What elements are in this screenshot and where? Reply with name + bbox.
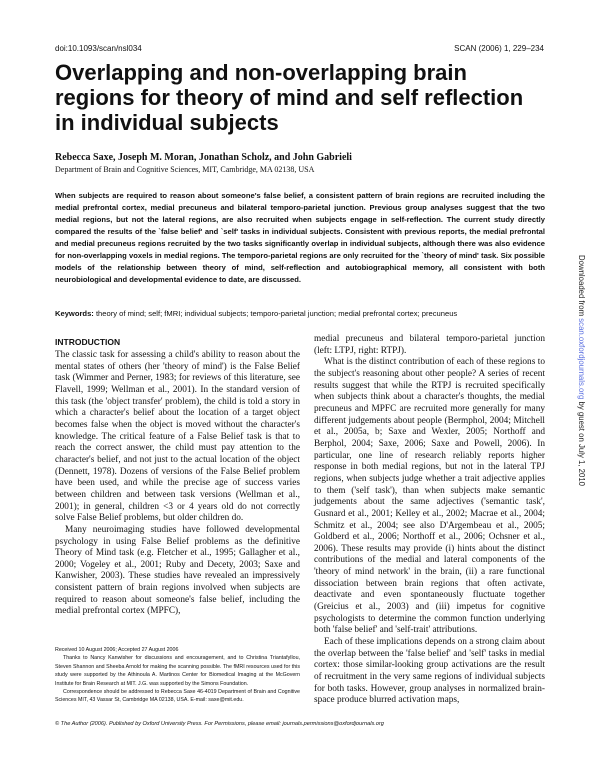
- received-dates: Received 10 August 2006; Accepted 27 August 2006: [55, 647, 179, 653]
- affiliation: Department of Brain and Cognitive Sciences, MIT, Cambridge, MA 02138, USA: [55, 165, 315, 174]
- section-heading-introduction: INTRODUCTION: [55, 337, 121, 347]
- keywords-text: theory of mind; self; fMRI; individual subjects; temporo-parietal junction; medial prefrontal cortex; precuneus: [93, 309, 458, 318]
- download-suffix: by guest on July 1, 2010: [577, 399, 586, 487]
- authors: Rebecca Saxe, Joseph M. Moran, Jonathan Scholz, and John Gabrieli: [55, 152, 352, 163]
- copyright: © The Author (2006). Published by Oxford University Press. For Permissions, please email: journals.permissions@oxfordjournals.org: [55, 721, 384, 727]
- paragraph: Each of these implications depends on a strong claim about the overlap between the 'false belief' and 'self' tasks in medial cortex: those similar-looking group activations are the result of recruitment in the very same regions of individual subjects for both tasks. However, group analyses in normalized brain-space produce blurred activation maps,: [314, 637, 545, 706]
- journal-link[interactable]: scan.oxfordjournals.org: [577, 318, 586, 400]
- correspondence: Correspondence should be addressed to Rebecca Saxe 46-4019 Department of Brain and Cognitive Sciences MIT, 43 Vassar St, Cambridge MA 02138, USA. E-mail: saxe@mit.edu.: [55, 689, 300, 704]
- download-note: [577, 255, 586, 486]
- paper-title: Overlapping and non-overlapping brain regions for theory of mind and self reflection in individual subjects: [55, 60, 524, 135]
- footnotes: [55, 646, 300, 705]
- paragraph: Many neuroimaging studies have followed developmental psychology in using False Belief problems as the definitive Theory of Mind task (e.g. Fletcher et al., 1995; Gallagher et al., 2000; Vogeley et al., 2001; Ruby and Decety, 2003; Saxe and Kanwisher, 2003). These studies have revealed an impressively consistent pattern of brain regions involved when subjects are required to reason about someone's false belief, including the medial prefrontal cortex (MPFC),: [55, 524, 300, 617]
- left-column: [55, 336, 300, 618]
- paragraph: medial precuneus and bilateral temporo-parietal junction (left: LTPJ, right: RTPJ).: [314, 334, 545, 356]
- paragraph: The classic task for assessing a child's ability to reason about the mental states of others (her 'theory of mind') is the False Belief task (Wimmer and Perner, 1983; for reviews of this literature, see Flavell, 1999; Wellman et al., 2001). In the standard version of this task (the 'object transfer' problem), the child is told a story in which a character's belief about the location of a target object becomes false when the object is moved without the character's knowledge. The critical feature of a False Belief task is that to reach the correct answer, the child must pay attention to the character's belief, and not just to the actual location of the object (Dennett, 1978). Dozens of versions of the False Belief problem have been used, and while the precise age of success varies between children and between task versions (Wellman et al., 2001); in general, children <3 or 4 years old do not correctly solve False Belief problems, but older children do.: [55, 350, 300, 524]
- abstract: When subjects are required to reason about someone's false belief, a consistent pattern of brain regions are recruited including the medial prefrontal cortex, medial precuneus and bilateral temporo-parietal junction. Previous group analyses suggest that the two medial regions, but not the lateral regions, are also recruited when subjects engage in self-reflection. The current study directly compared the results of the `false belief' and `self' tasks in individual subjects. Consistent with previous reports, the medial prefrontal and medial precuneus regions recruited by the two tasks significantly overlap in individual subjects, although there was also evidence for non-overlapping voxels in medial regions. The temporo-parietal regions are only recruited for the `theory of mind' task. Six possible models of the relationship between theory of mind, self-reflection and autobiographical memory, all consistent with both neurobiological and developmental evidence to date, are discussed.: [55, 191, 545, 284]
- doi: doi:10.1093/scan/nsl034: [55, 44, 142, 53]
- right-column: [314, 334, 545, 707]
- keywords: [55, 309, 545, 318]
- paragraph: What is the distinct contribution of each of these regions to the subject's reasoning about other people? A series of recent results suggest that while the RTPJ is recruited specifically when subjects think about a character's thoughts, the medial precuneus and MPFC are recruited more generally for many different judgements about people (Bermphol, 2004; Mitchell et al., 2005a, b; Saxe and Wexler, 2005; Northoff and Berphol, 2004; Saxe, 2006; Saxe and Powell, 2006). In particular, one line of research reliably reports higher response in both medial regions, but not in the lateral TPJ regions, when subjects judge whether a trait adjective applies to them ('self task'), than when subjects make semantic judgements about the same adjectives ('semantic task', Gusnard et al., 2001; Kelley et al., 2002; Macrae et al., 2004; Schmitz et al., 2004; see also D'Argembeau et al., 2005; Goldberd et al., 2006; Northoff et al., 2006; Ochsner et al., 2006). These results may provide (i) hints about the distinct contributions of the medial and lateral components of the 'theory of mind network' in the brain, (ii) a rare functional dissociation between brain regions that often activate, deactivate and even spontaneously fluctuate together (Greicius et al., 2003) and (iii) impetus for cognitive psychologists to determine the common function underlying both 'false belief' and 'self-trait' attributions.: [314, 357, 545, 636]
- journal-citation: SCAN (2006) 1, 229–234: [454, 44, 544, 53]
- download-prefix: Downloaded from: [577, 255, 586, 319]
- keywords-label: Keywords:: [55, 309, 94, 318]
- acknowledgements: Thanks to Nancy Kanwisher for discussions and encouragement, and to Christina Triantafyllou, Steven Shannon and Sheeba Arnold for making the scanning possible. The fMRI resources used for this study were supported by the Athinoula A. Martinos Center for Biomedical Imaging at the McGovern Institute for Brain Research at MIT. J.G. was supported by the Simons Foundation.: [55, 655, 300, 687]
